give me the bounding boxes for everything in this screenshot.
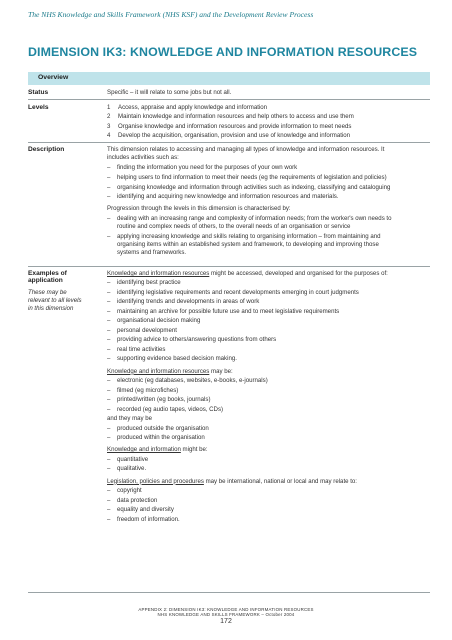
list-item: – real time activities	[107, 345, 166, 353]
list-item: – qualitative.	[107, 465, 147, 473]
page-footer	[0, 607, 452, 625]
list-item: – applying increasing knowledge and skills relating to organising information – from maintaining and	[107, 232, 381, 240]
legislation-intro: Legislation, policies and procedures may be international, national or local and may relate to:	[107, 477, 357, 485]
divider	[28, 592, 430, 593]
description-intro: includes activities such as:	[107, 154, 179, 162]
list-item: – organisational decision making	[107, 317, 201, 325]
list-item: – identifying trends and developments in areas of work	[107, 298, 260, 306]
description-intro: This dimension relates to accessing and managing all types of knowledge and information resources. It	[107, 146, 385, 153]
list-item: – identifying and acquiring new knowledge and information resources and materials.	[107, 193, 339, 201]
list-item: – personal development	[107, 326, 177, 334]
levels-list	[107, 104, 429, 140]
ki-types-intro: Knowledge and information might be:	[107, 446, 208, 454]
levels-label: Levels	[28, 104, 49, 111]
list-item-cont: systems and frameworks.	[117, 249, 187, 257]
list-item: – equality and diversity	[107, 506, 174, 514]
level-item: 3 Organise knowledge and information resources and provide information to meet needs	[107, 122, 352, 130]
description-body	[107, 146, 429, 258]
level-item: 4 Develop the acquisition, organisation, provision and use of knowledge and information	[107, 131, 351, 139]
status-label: Status	[28, 89, 49, 96]
list-item: – identifying legislative requirements and recent developments emerging in court judgments	[107, 288, 359, 296]
overview-label: Overview	[38, 74, 69, 81]
list-item: – freedom of information.	[107, 515, 180, 523]
list-item: – electronic (eg databases, websites, e-books, e-journals)	[107, 377, 268, 385]
status-text	[107, 89, 429, 97]
list-item: – dealing with an increasing range and complexity of information needs; from the worker's own needs to	[107, 214, 392, 222]
progression-intro: Progression through the levels in this dimension is characterised by:	[107, 204, 291, 212]
divider	[28, 142, 430, 143]
list-item: – produced outside the organisation	[107, 424, 209, 432]
list-item: – organising knowledge and information through activities such as indexing, classifying and cataloguing	[107, 183, 391, 191]
kir-forms-intro: Knowledge and information resources may be:	[107, 367, 233, 375]
list-item: – produced within the organisation	[107, 434, 205, 442]
description-label: Description	[28, 146, 65, 153]
examples-label: Examples of application	[28, 270, 67, 284]
page-number: 172	[220, 618, 232, 625]
list-item: – copyright	[107, 487, 142, 495]
page-title: DIMENSION IK3: KNOWLEDGE AND INFORMATION RESOURCES	[28, 45, 418, 59]
list-item: – identifying best practice	[107, 279, 181, 287]
status-value: Specific – it will relate to some jobs but not all.	[107, 89, 232, 96]
list-item: – maintaining an archive for possible future use and to meet legislative requirements	[107, 307, 340, 315]
examples-note: These may be relevant to all levels in this dimension	[28, 289, 82, 312]
list-item: – supporting evidence based decision making.	[107, 355, 237, 363]
list-item-cont: organising items within an established system and framework, to developing and improving those	[117, 240, 379, 248]
level-item: 1 Access, appraise and apply knowledge and information	[107, 104, 268, 111]
running-header: The NHS Knowledge and Skills Framework (NHS KSF) and the Development Review Process	[28, 10, 314, 19]
list-item: – quantitative	[107, 455, 149, 463]
divider	[28, 99, 430, 100]
list-item: – filmed (eg microfiches)	[107, 386, 179, 394]
list-item: – providing advice to others/answering questions from others	[107, 336, 277, 344]
level-item: 2 Maintain knowledge and information resources and help others to access and use them	[107, 113, 354, 121]
overview-bar	[28, 72, 430, 85]
list-item: – printed/written (eg books, journals)	[107, 396, 211, 404]
kir-purposes-intro: Knowledge and information resources might be accessed, developed and organised for the purposes of:	[107, 270, 388, 277]
list-item: – recorded (eg audio tapes, videos, CDs)	[107, 405, 224, 413]
divider	[28, 266, 430, 267]
footer-line: APPENDIX 2: DIMENSION IK3: KNOWLEDGE AND INFORMATION RESOURCES	[138, 607, 314, 612]
list-item: – helping users to find information to meet their needs (eg the requirements of legislation and policies)	[107, 173, 387, 181]
sources-intro: and they may be	[107, 415, 153, 423]
examples-body	[107, 270, 429, 524]
list-item-cont: routine and complex needs of others, to the overall needs of an organisation or service	[117, 222, 351, 230]
footer-line: NHS KNOWLEDGE AND SKILLS FRAMEWORK – October 2004	[157, 612, 295, 617]
list-item: – finding the information you need for the purposes of your own work	[107, 164, 298, 172]
list-item: – data protection	[107, 496, 158, 504]
